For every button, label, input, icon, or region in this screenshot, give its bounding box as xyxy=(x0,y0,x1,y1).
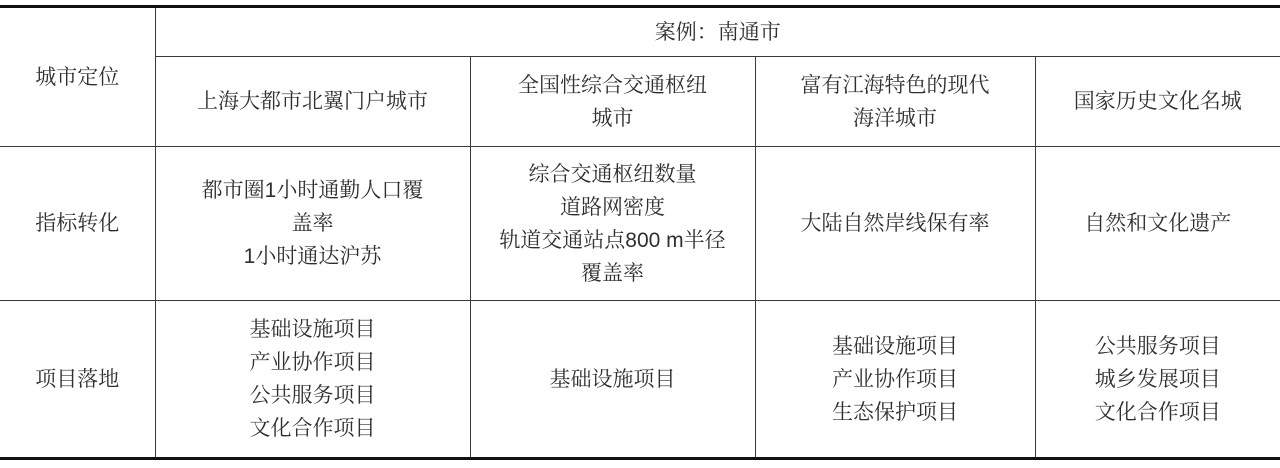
project-item: 基础设施项目 xyxy=(249,318,376,341)
projects-cell-1 xyxy=(155,301,470,459)
indicators-cell-4 xyxy=(1035,147,1280,301)
indicator-item: 都市圈1小时通勤人口覆盖率 xyxy=(201,179,424,235)
indicators-cell-1 xyxy=(155,147,470,301)
table-row xyxy=(0,7,1280,57)
table-row xyxy=(0,301,1280,459)
row-label-projects: 项目落地 xyxy=(0,301,155,459)
projects-cell-3 xyxy=(755,301,1035,459)
indicator-item: 综合交通枢纽数量 xyxy=(528,162,697,186)
indicator-item: 自然和文化遗产 xyxy=(1084,212,1232,235)
positioning-item: 国家历史文化名城 xyxy=(1073,90,1242,113)
case-header-cell: 案例：南通市 xyxy=(155,7,1280,57)
case-comparison-table xyxy=(0,5,1280,460)
positioning-item: 全国性综合交通枢纽城市 xyxy=(518,73,707,130)
project-item: 文化合作项目 xyxy=(1094,400,1221,424)
project-item: 产业协作项目 xyxy=(249,351,376,374)
project-item: 基础设施项目 xyxy=(549,367,676,391)
positioning-item: 富有江海特色的现代海洋城市 xyxy=(800,73,990,130)
project-item: 城乡发展项目 xyxy=(1094,367,1221,391)
positioning-cell-historic-city xyxy=(1035,57,1280,147)
project-item: 公共服务项目 xyxy=(1094,334,1221,358)
projects-cell-2 xyxy=(470,301,755,459)
row-label-indicators: 指标转化 xyxy=(0,147,155,301)
project-item: 产业协作项目 xyxy=(832,367,958,391)
project-item: 基础设施项目 xyxy=(832,334,958,358)
indicator-item: 道路网密度 xyxy=(560,195,665,219)
indicator-item: 1小时通达沪苏 xyxy=(243,245,382,268)
positioning-cell-gateway xyxy=(155,57,470,147)
indicators-cell-3 xyxy=(755,147,1035,301)
project-item: 文化合作项目 xyxy=(249,417,376,440)
positioning-cell-transport-hub xyxy=(470,57,755,147)
table-row xyxy=(0,57,1280,147)
projects-cell-4 xyxy=(1035,301,1280,459)
indicators-cell-2 xyxy=(470,147,755,301)
table-row xyxy=(0,147,1280,301)
indicator-item: 大陆自然岸线保有率 xyxy=(800,212,990,235)
project-item: 公共服务项目 xyxy=(249,384,376,407)
project-item: 生态保护项目 xyxy=(832,400,958,424)
positioning-item: 上海大都市北翼门户城市 xyxy=(197,90,428,113)
indicator-item: 轨道交通站点800 m半径覆盖率 xyxy=(499,228,726,285)
row-label-positioning: 城市定位 xyxy=(0,7,155,147)
positioning-cell-marine-city xyxy=(755,57,1035,147)
